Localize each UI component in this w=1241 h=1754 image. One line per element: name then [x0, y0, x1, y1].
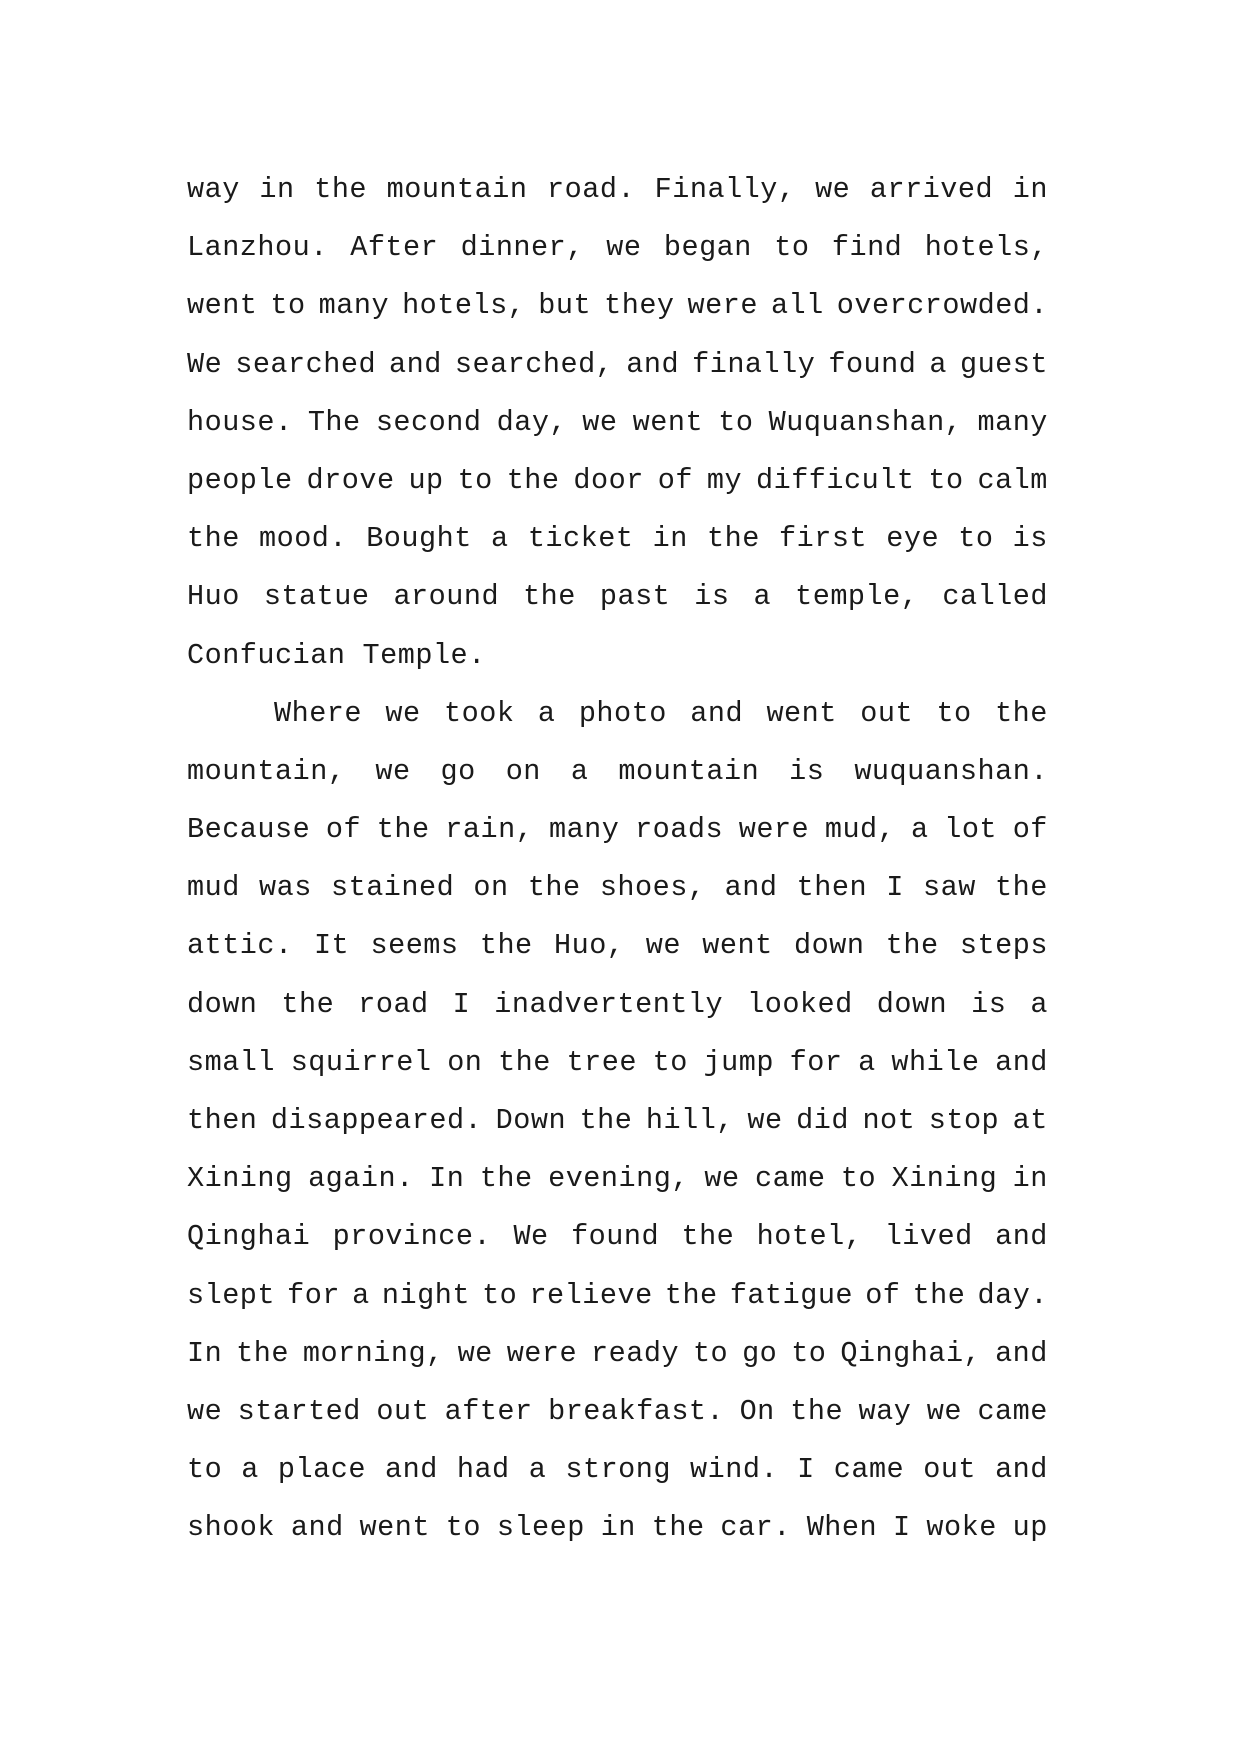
word: a — [537, 696, 556, 730]
word: to — [652, 1045, 688, 1079]
text-line — [187, 685, 1048, 743]
word: house. — [187, 405, 293, 439]
word: strong — [565, 1453, 671, 1487]
word: a — [753, 580, 772, 614]
word: mud, — [824, 813, 896, 847]
word: past — [599, 580, 671, 614]
text-line — [187, 1441, 1048, 1499]
word: find — [831, 231, 903, 265]
text-line — [187, 1034, 1048, 1092]
word: I — [452, 987, 471, 1021]
word: Lanzhou. — [187, 231, 328, 265]
text-line — [187, 1325, 1048, 1383]
word: the — [479, 929, 533, 963]
word: We — [513, 1220, 549, 1254]
word: and — [290, 1511, 344, 1545]
word: my — [706, 463, 743, 497]
word: overcrowded. — [836, 289, 1048, 323]
word: morning, — [302, 1336, 444, 1370]
word: but — [538, 289, 592, 323]
word: were — [506, 1336, 578, 1370]
word: I — [892, 1511, 911, 1545]
word: ticket — [527, 522, 634, 556]
word: a — [491, 522, 509, 556]
word: for — [789, 1045, 843, 1079]
word: and — [389, 347, 442, 381]
text-line — [187, 394, 1048, 452]
word: squirrel — [290, 1045, 432, 1079]
text-line — [187, 1092, 1048, 1150]
word: stained — [331, 871, 455, 905]
word: saw — [923, 871, 976, 905]
word: and — [995, 1220, 1048, 1254]
word: Down — [495, 1104, 567, 1137]
word: they — [604, 289, 675, 323]
word: Where — [274, 696, 363, 730]
word: temple, — [795, 580, 919, 614]
word: a — [929, 347, 947, 381]
word: first — [779, 522, 868, 556]
word: went — [632, 405, 704, 439]
word: the — [707, 522, 760, 556]
word: Qinghai, — [840, 1336, 982, 1370]
word: we — [645, 929, 681, 963]
word: the — [995, 871, 1048, 905]
word: searched, — [454, 347, 614, 381]
word: we — [187, 1394, 223, 1428]
word: way — [858, 1394, 912, 1428]
word: of — [325, 813, 362, 847]
word: the — [281, 987, 335, 1021]
word: is — [971, 987, 1007, 1021]
word: stop — [928, 1104, 1000, 1137]
word: the — [885, 929, 939, 963]
word: When — [806, 1511, 878, 1545]
word: shook — [187, 1511, 276, 1545]
word: lot — [944, 813, 998, 847]
word: up — [408, 463, 444, 497]
word: we — [926, 1394, 962, 1428]
word: Finally, — [654, 173, 796, 206]
word: In — [429, 1162, 465, 1196]
word: to — [718, 405, 754, 439]
word: a — [352, 1278, 370, 1312]
word: car. — [720, 1511, 791, 1545]
word: drove — [306, 463, 395, 497]
word: to — [936, 696, 972, 730]
word: mood. — [259, 522, 348, 556]
word: jump — [703, 1045, 774, 1079]
word: go — [742, 1336, 778, 1370]
word: down — [876, 987, 948, 1021]
word: eye — [886, 522, 940, 556]
word: we — [385, 696, 421, 730]
word: mud — [187, 871, 240, 905]
word: a — [528, 1453, 547, 1487]
word: the — [376, 813, 430, 847]
word: down — [187, 987, 258, 1021]
word: Huo, — [553, 929, 625, 963]
word: I — [886, 871, 904, 905]
text-line — [187, 452, 1048, 510]
word: day, — [496, 405, 568, 439]
word: searched — [235, 347, 377, 381]
text-line — [187, 1267, 1048, 1325]
word: road. — [547, 173, 636, 206]
word: to — [445, 1511, 481, 1545]
word: to — [457, 463, 493, 497]
word: out — [923, 1453, 977, 1487]
word: were — [738, 813, 810, 847]
word: door — [573, 463, 644, 497]
word: way — [187, 173, 240, 206]
word: the — [912, 1278, 966, 1312]
word: rain, — [445, 813, 534, 847]
word: roads — [635, 813, 724, 847]
word: and — [626, 347, 680, 381]
text-line — [187, 743, 1048, 801]
word: had — [456, 1453, 510, 1487]
word: statue — [263, 580, 370, 614]
word: shoes, — [599, 871, 706, 905]
word: the — [498, 1045, 551, 1079]
word: a — [1030, 987, 1048, 1021]
word: came — [755, 1162, 826, 1196]
text-line — [187, 859, 1048, 917]
text-line — [187, 917, 1048, 975]
word: night — [381, 1278, 470, 1312]
word: photo — [578, 696, 667, 730]
word: of — [657, 463, 693, 497]
word: the — [187, 522, 240, 556]
word: we — [582, 405, 618, 439]
word: the — [506, 463, 560, 497]
word: not — [862, 1104, 916, 1137]
word: at — [1012, 1104, 1048, 1137]
word: hotels, — [924, 231, 1048, 265]
word: while — [891, 1045, 980, 1079]
word: Temple. — [362, 638, 486, 672]
text-line — [187, 336, 1048, 394]
word: mountain — [618, 754, 760, 788]
word: hotel, — [756, 1220, 863, 1254]
word: wuquanshan. — [854, 754, 1048, 788]
word: wind. — [690, 1453, 779, 1487]
word: mountain, — [187, 754, 346, 788]
text-line — [187, 1150, 1048, 1208]
word: to — [482, 1278, 518, 1312]
word: tree — [566, 1045, 637, 1079]
word: out — [376, 1394, 430, 1428]
word: day. — [977, 1278, 1048, 1312]
word: on — [505, 754, 541, 788]
text-line — [187, 510, 1048, 568]
word: went — [766, 696, 837, 730]
word: inadvertently — [494, 987, 724, 1021]
word: is — [1012, 522, 1048, 556]
word: hotels, — [402, 289, 526, 323]
text-line — [187, 1499, 1048, 1557]
word: is — [694, 580, 730, 614]
word: Because — [187, 813, 311, 847]
word: province. — [332, 1220, 492, 1254]
word: found — [571, 1220, 660, 1254]
word: breakfast. — [548, 1394, 725, 1428]
text-line — [187, 161, 1048, 219]
word: Xining — [891, 1162, 998, 1196]
word: Huo — [187, 580, 240, 614]
text-line — [187, 568, 1048, 626]
word: hill, — [645, 1104, 734, 1137]
word: I — [797, 1453, 815, 1487]
body-text — [187, 161, 1048, 1558]
word: and — [995, 1453, 1048, 1487]
word: to — [840, 1162, 877, 1196]
word: many — [548, 813, 620, 847]
word: seems — [370, 929, 459, 963]
word: again. — [308, 1162, 414, 1196]
word: The — [307, 405, 361, 439]
word: to — [928, 463, 964, 497]
word: Bought — [366, 522, 472, 556]
word: steps — [959, 929, 1048, 963]
word: sleep — [496, 1511, 585, 1545]
word: out — [860, 696, 914, 730]
text-line — [187, 219, 1048, 277]
word: a — [241, 1453, 259, 1487]
word: was — [259, 871, 312, 905]
word: attic. — [187, 929, 293, 963]
word: to — [774, 231, 810, 265]
word: ready — [591, 1336, 680, 1370]
word: mountain — [386, 173, 528, 206]
word: people — [187, 463, 293, 497]
word: guest — [959, 347, 1048, 381]
text-line — [187, 1383, 1048, 1441]
word: Qinghai — [187, 1220, 311, 1254]
word: second — [375, 405, 482, 439]
word: started — [237, 1394, 361, 1428]
word: the — [995, 696, 1048, 730]
word: and — [995, 1045, 1048, 1079]
word: the — [527, 871, 581, 905]
word: place — [277, 1453, 366, 1487]
word: we — [747, 1104, 783, 1137]
word: arrived — [869, 173, 994, 206]
word: in — [1012, 173, 1048, 206]
word: and — [384, 1453, 438, 1487]
word: looked — [747, 987, 853, 1021]
word: calm — [977, 463, 1048, 497]
word: road — [358, 987, 429, 1021]
word: the — [314, 173, 368, 206]
word: and — [690, 696, 744, 730]
word: evening, — [548, 1162, 689, 1196]
word: lived — [884, 1220, 973, 1254]
word: dinner, — [460, 231, 584, 265]
word: in — [652, 522, 688, 556]
word: finally — [692, 347, 816, 381]
word: Xining — [187, 1162, 293, 1196]
text-line — [187, 801, 1048, 859]
word: Confucian — [187, 638, 346, 672]
word: to — [791, 1336, 827, 1370]
word: a — [570, 754, 589, 788]
word: the — [681, 1220, 735, 1254]
word: came — [833, 1453, 905, 1487]
word: came — [977, 1394, 1048, 1428]
word: to — [958, 522, 994, 556]
word: then — [187, 1104, 258, 1137]
word: for — [287, 1278, 340, 1312]
word: took — [444, 696, 515, 730]
text-line — [187, 1208, 1048, 1266]
word: around — [393, 580, 500, 614]
word: then — [796, 871, 868, 905]
word: In — [187, 1336, 223, 1370]
word: small — [187, 1045, 276, 1079]
word: found — [828, 347, 917, 381]
word: a — [910, 813, 929, 847]
word: of — [865, 1278, 901, 1312]
word: Wuquanshan, — [768, 405, 963, 439]
word: we — [606, 231, 642, 265]
word: the — [579, 1104, 633, 1137]
word: relieve — [529, 1278, 653, 1312]
word: a — [858, 1045, 876, 1079]
word: in — [600, 1511, 636, 1545]
word: the — [790, 1394, 844, 1428]
word: and — [724, 871, 778, 905]
word: we — [375, 754, 411, 788]
word: to — [187, 1453, 223, 1487]
word: called — [942, 580, 1048, 614]
word: It — [313, 929, 350, 963]
word: on — [447, 1045, 483, 1079]
word: went — [359, 1511, 430, 1545]
text-line — [187, 277, 1048, 335]
word: many — [318, 289, 390, 323]
word: all — [770, 289, 824, 323]
word: the — [236, 1336, 289, 1370]
word: after — [444, 1394, 533, 1428]
word: to — [692, 1336, 729, 1370]
word: many — [977, 405, 1048, 439]
word: go — [440, 754, 476, 788]
word: on — [473, 871, 509, 905]
word: woke — [926, 1511, 997, 1545]
word: began — [663, 231, 752, 265]
word: to — [270, 289, 306, 323]
word: the — [479, 1162, 533, 1196]
word: disappeared. — [270, 1104, 483, 1137]
word: and — [995, 1336, 1048, 1370]
word: On — [739, 1394, 775, 1428]
word: the — [523, 580, 576, 614]
word: the — [664, 1278, 718, 1312]
word: We — [187, 347, 223, 381]
word: we — [457, 1336, 493, 1370]
word: did — [796, 1104, 849, 1137]
word: went — [187, 289, 258, 323]
word: fatigue — [729, 1278, 854, 1312]
word: up — [1012, 1511, 1048, 1545]
word: difficult — [756, 463, 915, 497]
word: After — [350, 231, 439, 265]
word: we — [815, 173, 851, 206]
word: down — [794, 929, 865, 963]
text-line — [187, 976, 1048, 1034]
text-line — [187, 627, 1048, 685]
word: went — [702, 929, 773, 963]
word: we — [704, 1162, 740, 1196]
word: the — [651, 1511, 705, 1545]
word: is — [789, 754, 825, 788]
word: in — [259, 173, 295, 206]
word: slept — [187, 1278, 276, 1312]
word: of — [1012, 813, 1048, 847]
word: were — [687, 289, 758, 323]
word: in — [1012, 1162, 1048, 1196]
